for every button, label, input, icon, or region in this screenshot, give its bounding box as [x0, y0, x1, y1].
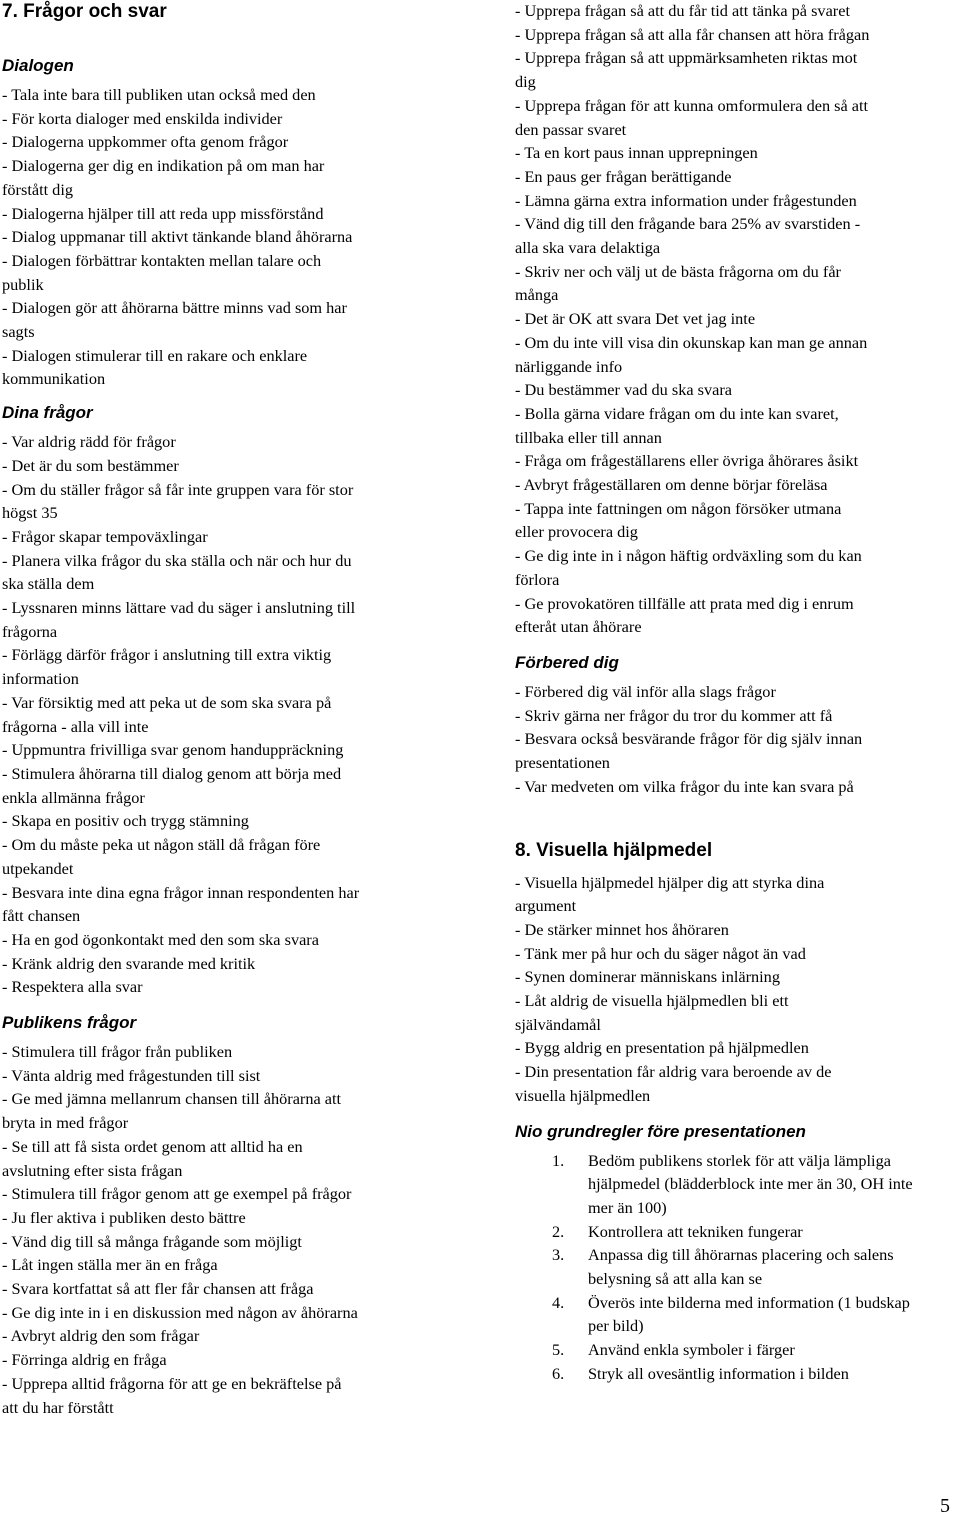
numbered-list-item [515, 1291, 955, 1338]
text-line: - Tappa inte fattningen om någon försöker utmana [515, 498, 842, 518]
list-item-number: 5. [552, 1340, 565, 1360]
text-line: - Visuella hjälpmedel hjälper dig att styrka dina [515, 872, 825, 892]
text-line: högst 35 [2, 503, 58, 523]
text-line: - Tänk mer på hur och du säger något än vad [515, 943, 806, 963]
list-item-number: 2. [552, 1221, 565, 1241]
text-line: - Besvara inte dina egna frågor innan respondenten har [2, 882, 360, 902]
section-7-title: 7. Frågor och svar [2, 1, 167, 22]
text-line: - Dialogerna uppkommer ofta genom frågor [2, 132, 289, 152]
text-line: information [2, 669, 79, 689]
text-line: - Dialogerna ger dig en indikation på om man har [2, 156, 325, 176]
text-line: eller provocera dig [515, 522, 638, 542]
dialogen-list [2, 83, 472, 391]
list-item-number: 6. [552, 1363, 565, 1383]
text-line: - Dialogerna hjälper till att reda upp missförstånd [2, 203, 324, 223]
text-line: - De stärker minnet hos åhöraren [515, 919, 729, 939]
numbered-list-item [515, 1338, 955, 1362]
text-line: - Vänd dig till så många frågande som möjligt [2, 1231, 302, 1251]
text-line: självändamål [515, 1014, 601, 1034]
text-line: - Det är du som bestämmer [2, 455, 179, 475]
list-item-text: Använd enkla symboler i färger [588, 1340, 795, 1360]
text-line: - Ta en kort paus innan upprepningen [515, 143, 758, 163]
list-item-text: Överös inte bilderna med information (1 budskap per bild) [588, 1292, 910, 1336]
text-line: förlora [515, 569, 560, 589]
numbered-list-item [515, 1362, 955, 1386]
text-line: tillbaka eller till annan [515, 427, 662, 447]
text-line: - Stimulera åhörarna till dialog genom att börja med [2, 763, 342, 783]
text-line: - Dialogen gör att åhörarna bättre minns vad som har [2, 298, 347, 318]
numbered-list-item [515, 1220, 955, 1244]
list-item-number: 4. [552, 1292, 565, 1312]
text-line: avslutning efter sista frågan [2, 1160, 183, 1180]
visuella-list [515, 871, 955, 1108]
list-item-text: Stryk all ovesäntlig information i bilden [588, 1363, 849, 1383]
text-line: förstått dig [2, 179, 73, 199]
text-line: - Se till att få sista ordet genom att alltid ha en [2, 1136, 303, 1156]
dina-fragor-list [2, 430, 472, 999]
text-line: - Uppmuntra frivilliga svar genom handuppräckning [2, 740, 344, 760]
text-line: - Fråga om frågeställarens eller övriga åhörares åsikt [515, 451, 859, 471]
text-line: - Synen dominerar människans inlärning [515, 967, 780, 987]
left-column [2, 0, 472, 1419]
text-line: kommunikation [2, 369, 106, 389]
text-line: - Om du måste peka ut någon ställ då frågan före [2, 835, 321, 855]
forbered-dig-list [515, 680, 955, 799]
text-line: publik [2, 274, 44, 294]
text-line: - Om du inte vill visa din okunskap kan man ge annan [515, 332, 868, 352]
text-line: efteråt utan åhörare [515, 617, 642, 637]
text-line: - Avbryt aldrig den som frågar [2, 1326, 200, 1346]
text-line: - Ge dig inte in i en diskussion med någon av åhörarna [2, 1302, 358, 1322]
text-line: visuella hjälpmedlen [515, 1085, 651, 1105]
text-line: - Bygg aldrig en presentation på hjälpmedlen [515, 1038, 809, 1058]
publikens-fragor-list [2, 1040, 472, 1419]
right-column [515, 0, 955, 1386]
text-line: - Dialog uppmanar till aktivt tänkande bland åhörarna [2, 227, 353, 247]
text-line: - Stimulera till frågor från publiken [2, 1042, 233, 1062]
publikens-fragor-heading: Publikens frågor [2, 1013, 137, 1033]
continued-list [515, 0, 955, 639]
text-line: - För korta dialoger med enskilda individer [2, 108, 283, 128]
text-line: - Lyssnaren minns lättare vad du säger i anslutning till [2, 598, 356, 618]
list-item-text: Bedöm publikens storlek för att välja lämpliga hjälpmedel (blädderblock inte mer än 30, OH inte mer än 100) [588, 1150, 913, 1217]
text-line: - Frågor skapar tempoväxlingar [2, 526, 208, 546]
numbered-list-item [515, 1149, 955, 1220]
text-line: - Respektera alla svar [2, 977, 143, 997]
text-line: dig [515, 72, 536, 92]
text-line: - Dialogen stimulerar till en rakare och enklare [2, 345, 308, 365]
text-line: - Stimulera till frågor genom att ge exempel på frågor [2, 1184, 352, 1204]
text-line: - Förbered dig väl inför alla slags frågor [515, 681, 776, 701]
text-line: - Vänd dig till den frågande bara 25% av svarstiden - [515, 214, 861, 234]
text-line: - Var aldrig rädd för frågor [2, 432, 176, 452]
text-line: - Låt aldrig de visuella hjälpmedlen bli ett [515, 991, 789, 1011]
text-line: frågorna [2, 621, 58, 641]
text-line: - Upprepa frågan så att du får tid att tänka på svaret [515, 1, 850, 20]
text-line: - Skriv gärna ner frågor du tror du kommer att få [515, 705, 833, 725]
text-line: - Förlägg därför frågor i anslutning till extra viktig [2, 645, 332, 665]
text-line: att du har förstått [2, 1397, 114, 1417]
text-line: - Ge med jämna mellanrum chansen till åhörarna att [2, 1089, 342, 1109]
text-line: - Planera vilka frågor du ska ställa och när och hur du [2, 550, 352, 570]
text-line: - Bolla gärna vidare frågan om du inte kan svaret, [515, 403, 839, 423]
text-line: - Skriv ner och välj ut de bästa frågorna om du får [515, 261, 841, 281]
text-line: - Avbryt frågeställaren om denne börjar föreläsa [515, 475, 828, 495]
text-line: - Skapa en positiv och trygg stämning [2, 811, 249, 831]
text-line: - Upprepa frågan för att kunna omformulera den så att [515, 95, 869, 115]
text-line: - Upprepa frågan så att alla får chansen att höra frågan [515, 24, 870, 44]
nio-grundregler-list [515, 1149, 955, 1386]
list-item-text: Kontrollera att tekniken fungerar [588, 1221, 803, 1241]
text-line: - En paus ger frågan berättigande [515, 166, 732, 186]
dialogen-heading: Dialogen [2, 56, 74, 75]
text-line: - Du bestämmer vad du ska svara [515, 380, 733, 400]
text-line: - Låt ingen ställa mer än en fråga [2, 1255, 218, 1275]
text-line: enkla allmänna frågor [2, 787, 145, 807]
text-line: - Ge dig inte in i någon häftig ordväxling som du kan [515, 546, 862, 566]
text-line: många [515, 285, 559, 305]
nio-grundregler-heading: Nio grundregler före presentationen [515, 1121, 806, 1141]
text-line: - Besvara också besvärande frågor för dig själv innan [515, 729, 863, 749]
text-line: - Svara kortfattat så att fler får chansen att fråga [2, 1279, 314, 1299]
text-line: - Var medveten om vilka frågor du inte kan svara på [515, 776, 854, 796]
text-line: - Din presentation får aldrig vara beroende av de [515, 1062, 832, 1082]
text-line: - Ju fler aktiva i publiken desto bättre [2, 1207, 246, 1227]
page-number: 5 [940, 1495, 950, 1517]
text-line: bryta in med frågor [2, 1113, 129, 1133]
text-line: - Förringa aldrig en fråga [2, 1350, 167, 1370]
text-line: närliggande info [515, 356, 623, 376]
text-line: sagts [2, 322, 35, 342]
text-line: - Ge provokatören tillfälle att prata med dig i enrum [515, 593, 854, 613]
text-line: - Upprepa alltid frågorna för att ge en bekräftelse på [2, 1373, 342, 1393]
list-item-number: 3. [552, 1245, 565, 1265]
text-line: utpekandet [2, 858, 74, 878]
list-item-text: Anpassa dig till åhörarnas placering och salens belysning så att alla kan se [588, 1245, 894, 1289]
dina-fragor-heading: Dina frågor [2, 403, 93, 423]
text-line: - Om du ställer frågor så får inte gruppen vara för stor [2, 479, 354, 499]
text-line: - Var försiktig med att peka ut de som ska svara på [2, 692, 332, 712]
text-line: presentationen [515, 753, 610, 773]
text-line: - Ha en god ögonkontakt med den som ska svara [2, 929, 319, 949]
text-line: - Det är OK att svara Det vet jag inte [515, 309, 756, 329]
text-line: argument [515, 896, 577, 916]
text-line: alla ska vara delaktiga [515, 238, 661, 258]
text-line: - Vänta aldrig med frågestunden till sist [2, 1065, 261, 1085]
text-line: den passar svaret [515, 119, 627, 139]
numbered-list-item [515, 1243, 955, 1290]
text-line: frågorna - alla vill inte [2, 716, 149, 736]
forbered-dig-heading: Förbered dig [515, 652, 619, 672]
text-line: - Dialogen förbättrar kontakten mellan talare och [2, 250, 322, 270]
text-line: - Upprepa frågan så att uppmärksamheten riktas mot [515, 48, 858, 68]
list-item-number: 1. [552, 1150, 565, 1170]
text-line: fått chansen [2, 906, 81, 926]
section-8-title: 8. Visuella hjälpmedel [515, 839, 713, 861]
text-line: - Kränk aldrig den svarande med kritik [2, 953, 256, 973]
text-line: ska ställa dem [2, 574, 95, 594]
text-line: - Tala inte bara till publiken utan också med den [2, 85, 316, 104]
text-line: - Lämna gärna extra information under frågestunden [515, 190, 857, 210]
